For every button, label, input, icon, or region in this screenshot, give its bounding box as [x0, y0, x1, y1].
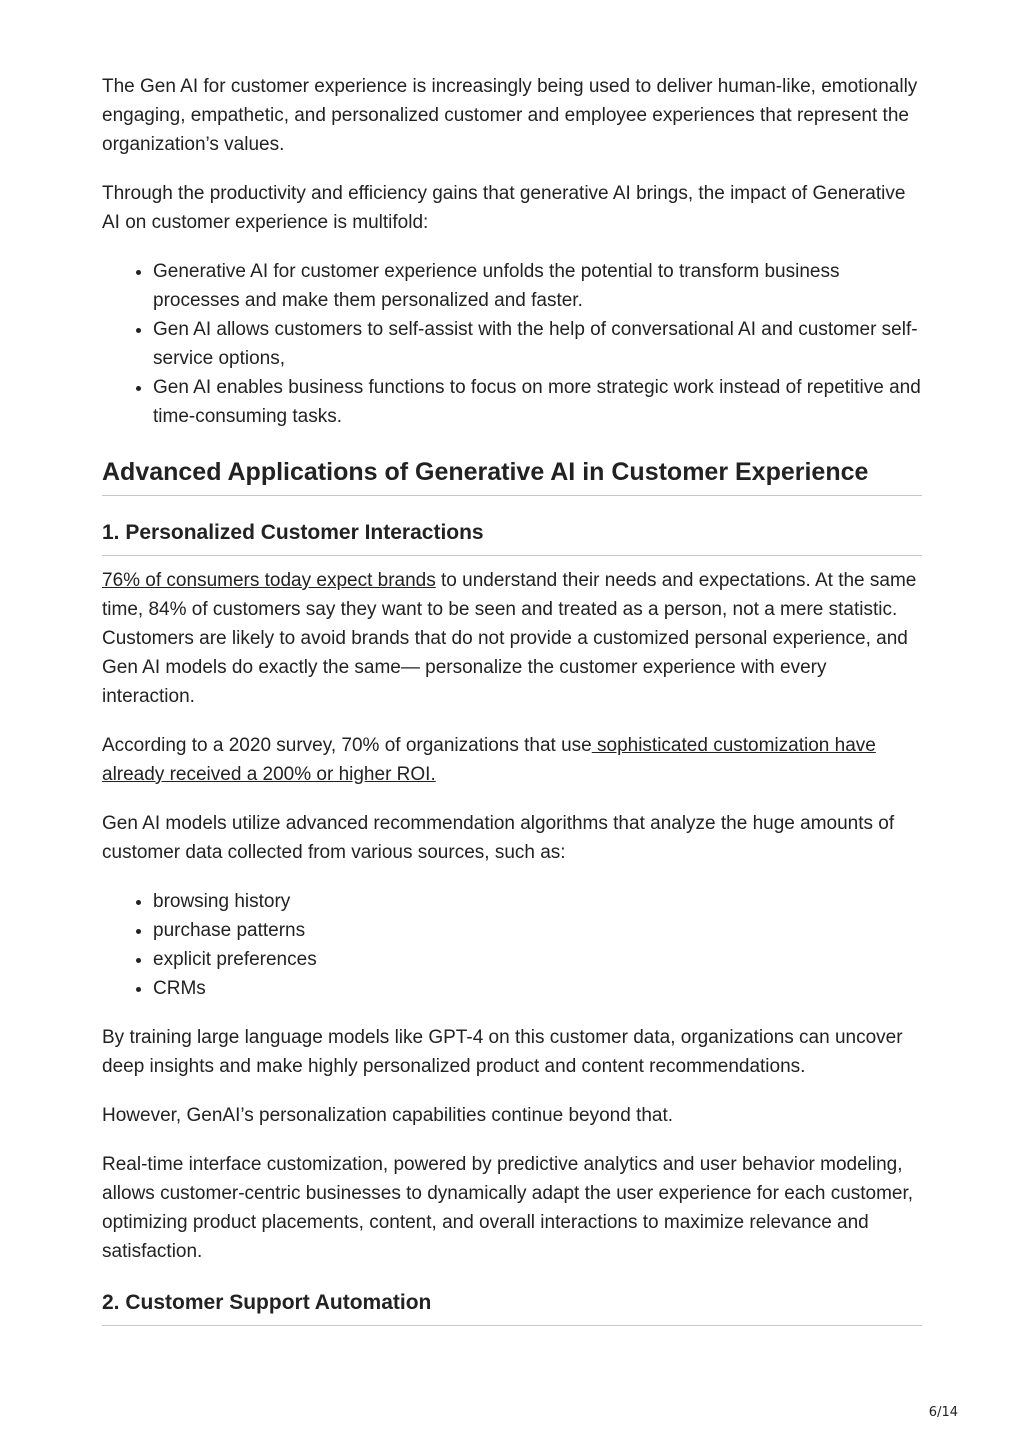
section-heading: Advanced Applications of Generative AI in Customer Experience — [102, 457, 922, 496]
paragraph-survey-text: According to a 2020 survey, 70% of organizations that use — [102, 735, 592, 756]
paragraph-consumers-text: to understand their needs and expectations. At the same time, 84% of customers say they want to be seen and treated as a person, not a mere statistic. Customers are likely to avoid brands that do not provide a customized personal experience, and Gen AI models do exactly the same— personalize the customer experience with every interaction. — [102, 570, 917, 707]
paragraph-training: By training large language models like GPT-4 on this customer data, organizations can uncover deep insights and make highly personalized product and content recommendations. — [102, 1027, 903, 1077]
subsection-heading-personalized: 1. Personalized Customer Interactions — [102, 520, 922, 556]
paragraph-survey — [102, 731, 922, 789]
paragraph-realtime: Real-time interface customization, powered by predictive analytics and user behavior modeling, allows customer-centric businesses to dynamically adapt the user experience for each customer, optimizing product placements, content, and overall interactions to maximize relevance and satisfaction. — [102, 1154, 914, 1262]
list-item: • Gen AI allows customers to self-assist with the help of conversational AI and customer self-service options, — [153, 315, 922, 373]
paragraph-impact: Through the productivity and efficiency gains that generative AI brings, the impact of Generative AI on customer experience is multifold: — [102, 183, 906, 233]
impact-list — [102, 257, 922, 431]
list-item: • browsing history — [153, 887, 922, 916]
list-item: • Generative AI for customer experience unfolds the potential to transform business processes and make them personalized and faster. — [153, 257, 922, 315]
consumers-link[interactable]: 76% of consumers today expect brands — [102, 570, 436, 591]
paragraph-consumers — [102, 566, 922, 711]
list-item: • Gen AI enables business functions to focus on more strategic work instead of repetitive and time-consuming tasks. — [153, 373, 922, 431]
list-item: • explicit preferences — [153, 945, 922, 974]
subsection-heading-support: 2. Customer Support Automation — [102, 1290, 922, 1326]
list-item: • CRMs — [153, 974, 922, 1003]
data-sources-list — [102, 887, 922, 1003]
paragraph-however: However, GenAI’s personalization capabilities continue beyond that. — [102, 1105, 674, 1126]
paragraph-recommendation: Gen AI models utilize advanced recommendation algorithms that analyze the huge amounts of customer data collected from various sources, such as: — [102, 813, 895, 863]
customization-roi-link[interactable]: sophisticated customization have already received a 200% or higher ROI. — [102, 735, 876, 785]
document-body — [102, 72, 922, 1326]
page-number: 6/14 — [928, 1405, 958, 1420]
paragraph-intro: The Gen AI for customer experience is increasingly being used to deliver human-like, emotionally engaging, empathetic, and personalized customer and employee experiences that represent the organization’s values. — [102, 76, 918, 155]
list-item: • purchase patterns — [153, 916, 922, 945]
